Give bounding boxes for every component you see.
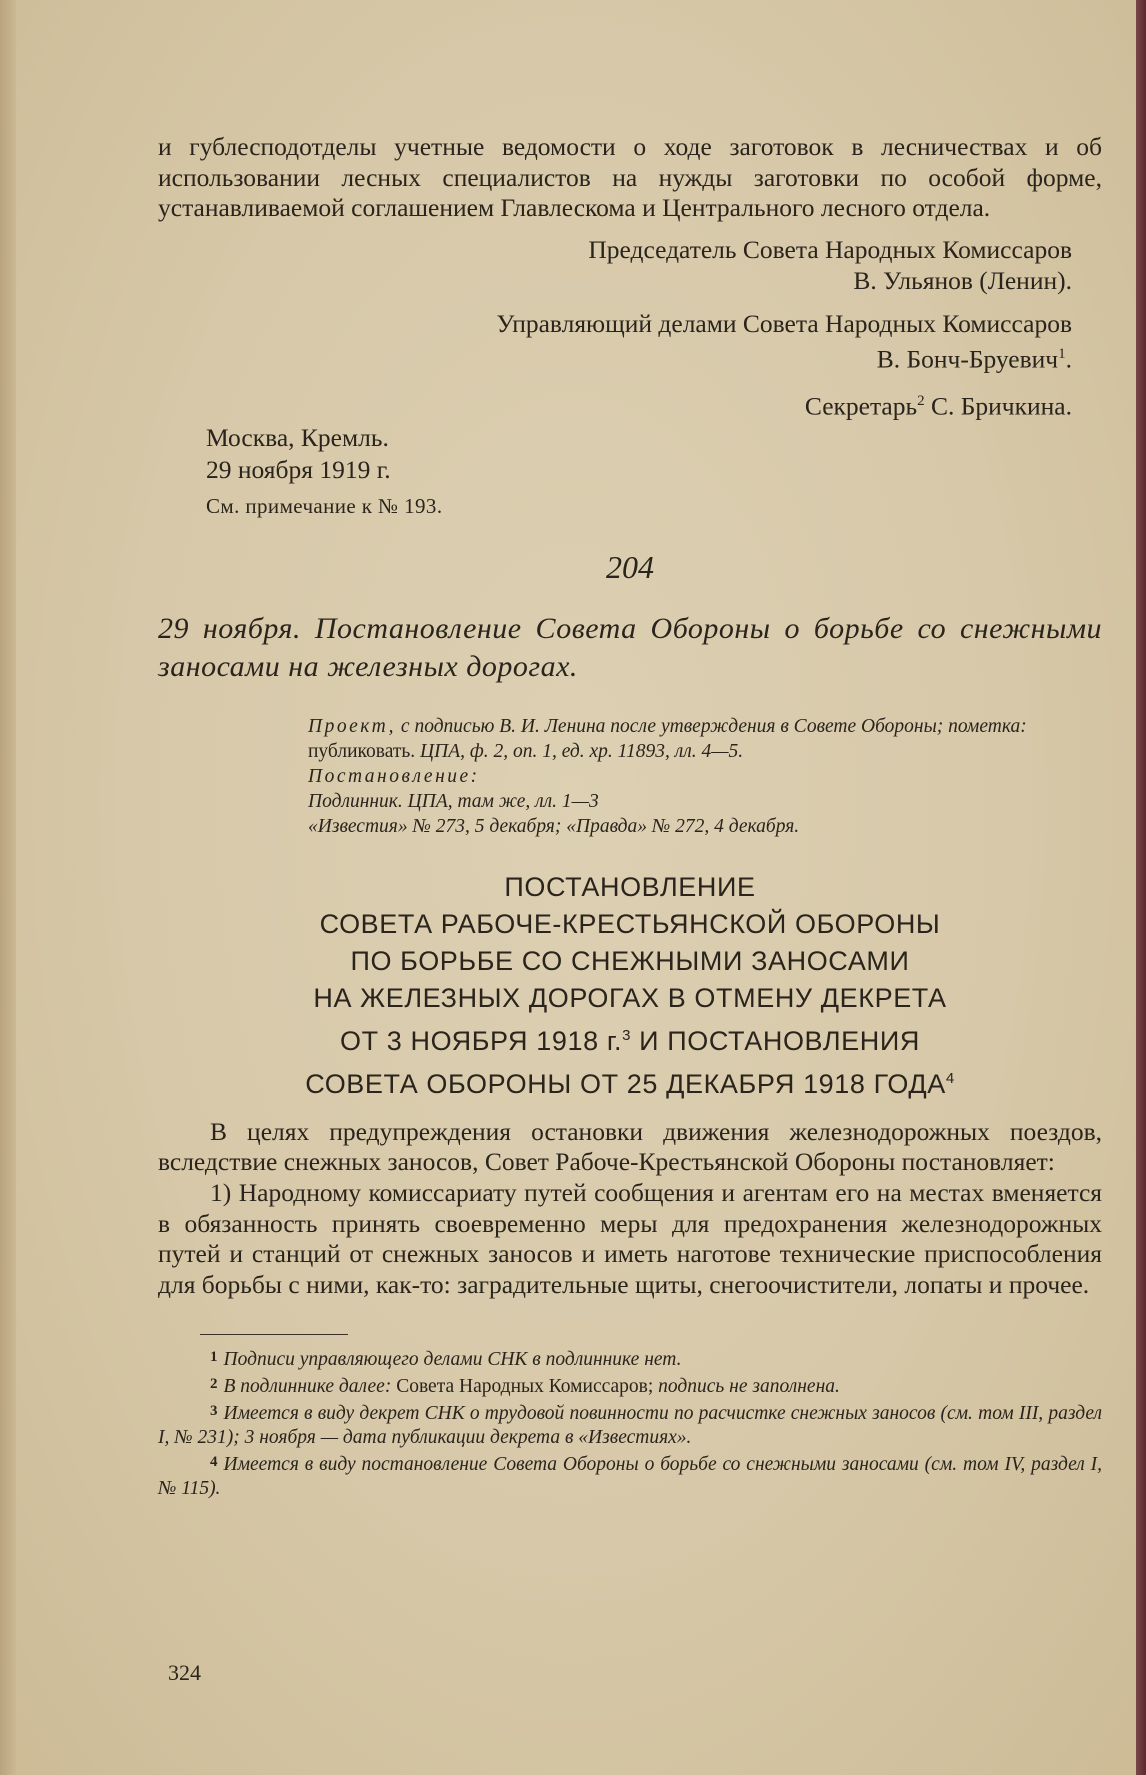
secretary-title: Секретарь [804, 391, 918, 421]
secretary-line [158, 386, 1102, 422]
decree-body [158, 1117, 1102, 1301]
footnote-2-text-a: В подлиннике далее: [223, 1376, 392, 1398]
footnote-ref-2: 2 [917, 393, 925, 410]
footnote-4-text: Имеется в виду постановление Совета Обороны о борьбе со снежными заносами (см. том IV, раздел I, № 115). [158, 1454, 1102, 1500]
footnote-divider [200, 1334, 348, 1335]
chair-title: Председатель Совета Народных Комиссаров [588, 234, 1072, 264]
place: Москва, Кремль. [206, 422, 389, 452]
draft-text-2: ЦПА, ф. 2, оп. 1, ед. хр. 11893, лл. 4—5. [420, 740, 744, 762]
decree-title-line-2: СОВЕТА РАБОЧЕ-КРЕСТЬЯНСКОЙ ОБОРОНЫ [319, 908, 941, 939]
footnote-1-text: Подписи управляющего делами СНК в подлиннике нет. [223, 1349, 682, 1371]
draft-text-1: с подписью В. И. Ленина после утверждения в Совете Обороны; пометка: [400, 715, 1027, 737]
decree-title-line-6 [158, 1060, 1102, 1103]
decree-title-line-3: ПО БОРЬБЕ СО СНЕЖНЫМИ ЗАНОСАМИ [350, 945, 910, 976]
footnote-4 [158, 1450, 1102, 1501]
signature-block [158, 234, 1102, 422]
footnote-2 [158, 1372, 1102, 1399]
page-edge [0, 0, 16, 1775]
page-number: 324 [168, 1660, 201, 1685]
footnote-1-number: 1 [210, 1349, 218, 1366]
decree-title [158, 869, 1102, 1103]
source-publications: «Известия» № 273, 5 декабря; «Правда» № 272, 4 декабря. [308, 815, 800, 837]
decree-title-line-5 [158, 1017, 1102, 1060]
footnote-3 [158, 1399, 1102, 1450]
footnote-3-number: 3 [210, 1403, 218, 1420]
page-content [158, 132, 1102, 1501]
date: 29 ноября 1919 г. [206, 454, 391, 484]
decree-preamble: В целях предупреждения остановки движения железнодорожных поездов, вследствие снежных заносов, Совет Рабоче-Крестьянской Обороны постановляет: [158, 1116, 1102, 1177]
footnote-2-text-c: подпись не заполнена. [658, 1376, 840, 1398]
manager-name: В. Бонч-Бруевич [876, 344, 1059, 374]
footnotes [158, 1345, 1102, 1501]
chair-name: В. Ульянов (Ленин). [853, 265, 1072, 295]
decree-title-line-4: НА ЖЕЛЕЗНЫХ ДОРОГАХ В ОТМЕНУ ДЕКРЕТА [313, 982, 947, 1013]
footnote-4-number: 4 [210, 1454, 218, 1471]
decree-title-line-5-text: ОТ 3 НОЯБРЯ 1918 г. [340, 1025, 623, 1056]
manager-title: Управляющий делами Совета Народных Комиссаров [496, 308, 1072, 338]
source-original: Подлинник. ЦПА, там же, лл. 1—3 [308, 790, 599, 812]
document-number: 204 [606, 548, 654, 585]
footnote-ref-1: 1 [1058, 345, 1066, 362]
decree-title-line-6-text: СОВЕТА ОБОРОНЫ ОТ 25 ДЕКАБРЯ 1918 ГОДА [305, 1068, 946, 1099]
footnote-2-text-b: Совета Народных Комиссаров; [396, 1376, 654, 1398]
footnote-3-text: Имеется в виду декрет СНК о трудовой повинности по расчистке снежных заносов (см. том III, раздел I, № 231); 3 ноября — дата публикации декрета в «Известиях». [158, 1403, 1102, 1449]
book-binding [1136, 0, 1146, 1775]
see-note: См. примечание к № 193. [206, 493, 443, 518]
manager-line: В. Бонч-Бруевич$^1$. [876, 344, 1072, 374]
footnote-ref-4: 4 [945, 1069, 955, 1087]
secretary-name: С. Бричкина. [931, 391, 1072, 421]
source-draft [308, 714, 1102, 764]
draft-word: публиковать. [308, 740, 416, 762]
intro-paragraph: и гублесподотделы учетные ведомости о ходе заготовок в лесничествах и об использовании лесных специалистов на нужды заготовки по особой форме, устанавливаемой соглашением Главлескома и Центрального лесного отдела. [158, 132, 1102, 223]
footnote-ref-3: 3 [622, 1026, 632, 1044]
footnote-2-number: 2 [210, 1376, 218, 1393]
resolution-label: Постановление: [308, 765, 480, 787]
draft-label: Проект, [308, 715, 397, 737]
source-block [308, 714, 1102, 839]
footnote-1 [158, 1345, 1102, 1372]
decree-title-line-1: ПОСТАНОВЛЕНИЕ [504, 871, 756, 902]
decree-item-1: 1) Народному комиссариату путей сообщения и агентам его на местах вменяется в обязанность принять своевременно меры для предохранения железнодорожных путей и станций от снежных заносов и иметь наготове технические приспособления для борьбы с ними, как-то: заградительные щиты, снегоочистители, лопаты и прочее. [158, 1177, 1102, 1299]
decree-title-line-5-rest: И ПОСТАНОВЛЕНИЯ [631, 1025, 920, 1056]
document-heading: 29 ноября. Постановление Совета Обороны о борьбе со снежными заносами на железных дорогах. [158, 611, 1102, 683]
